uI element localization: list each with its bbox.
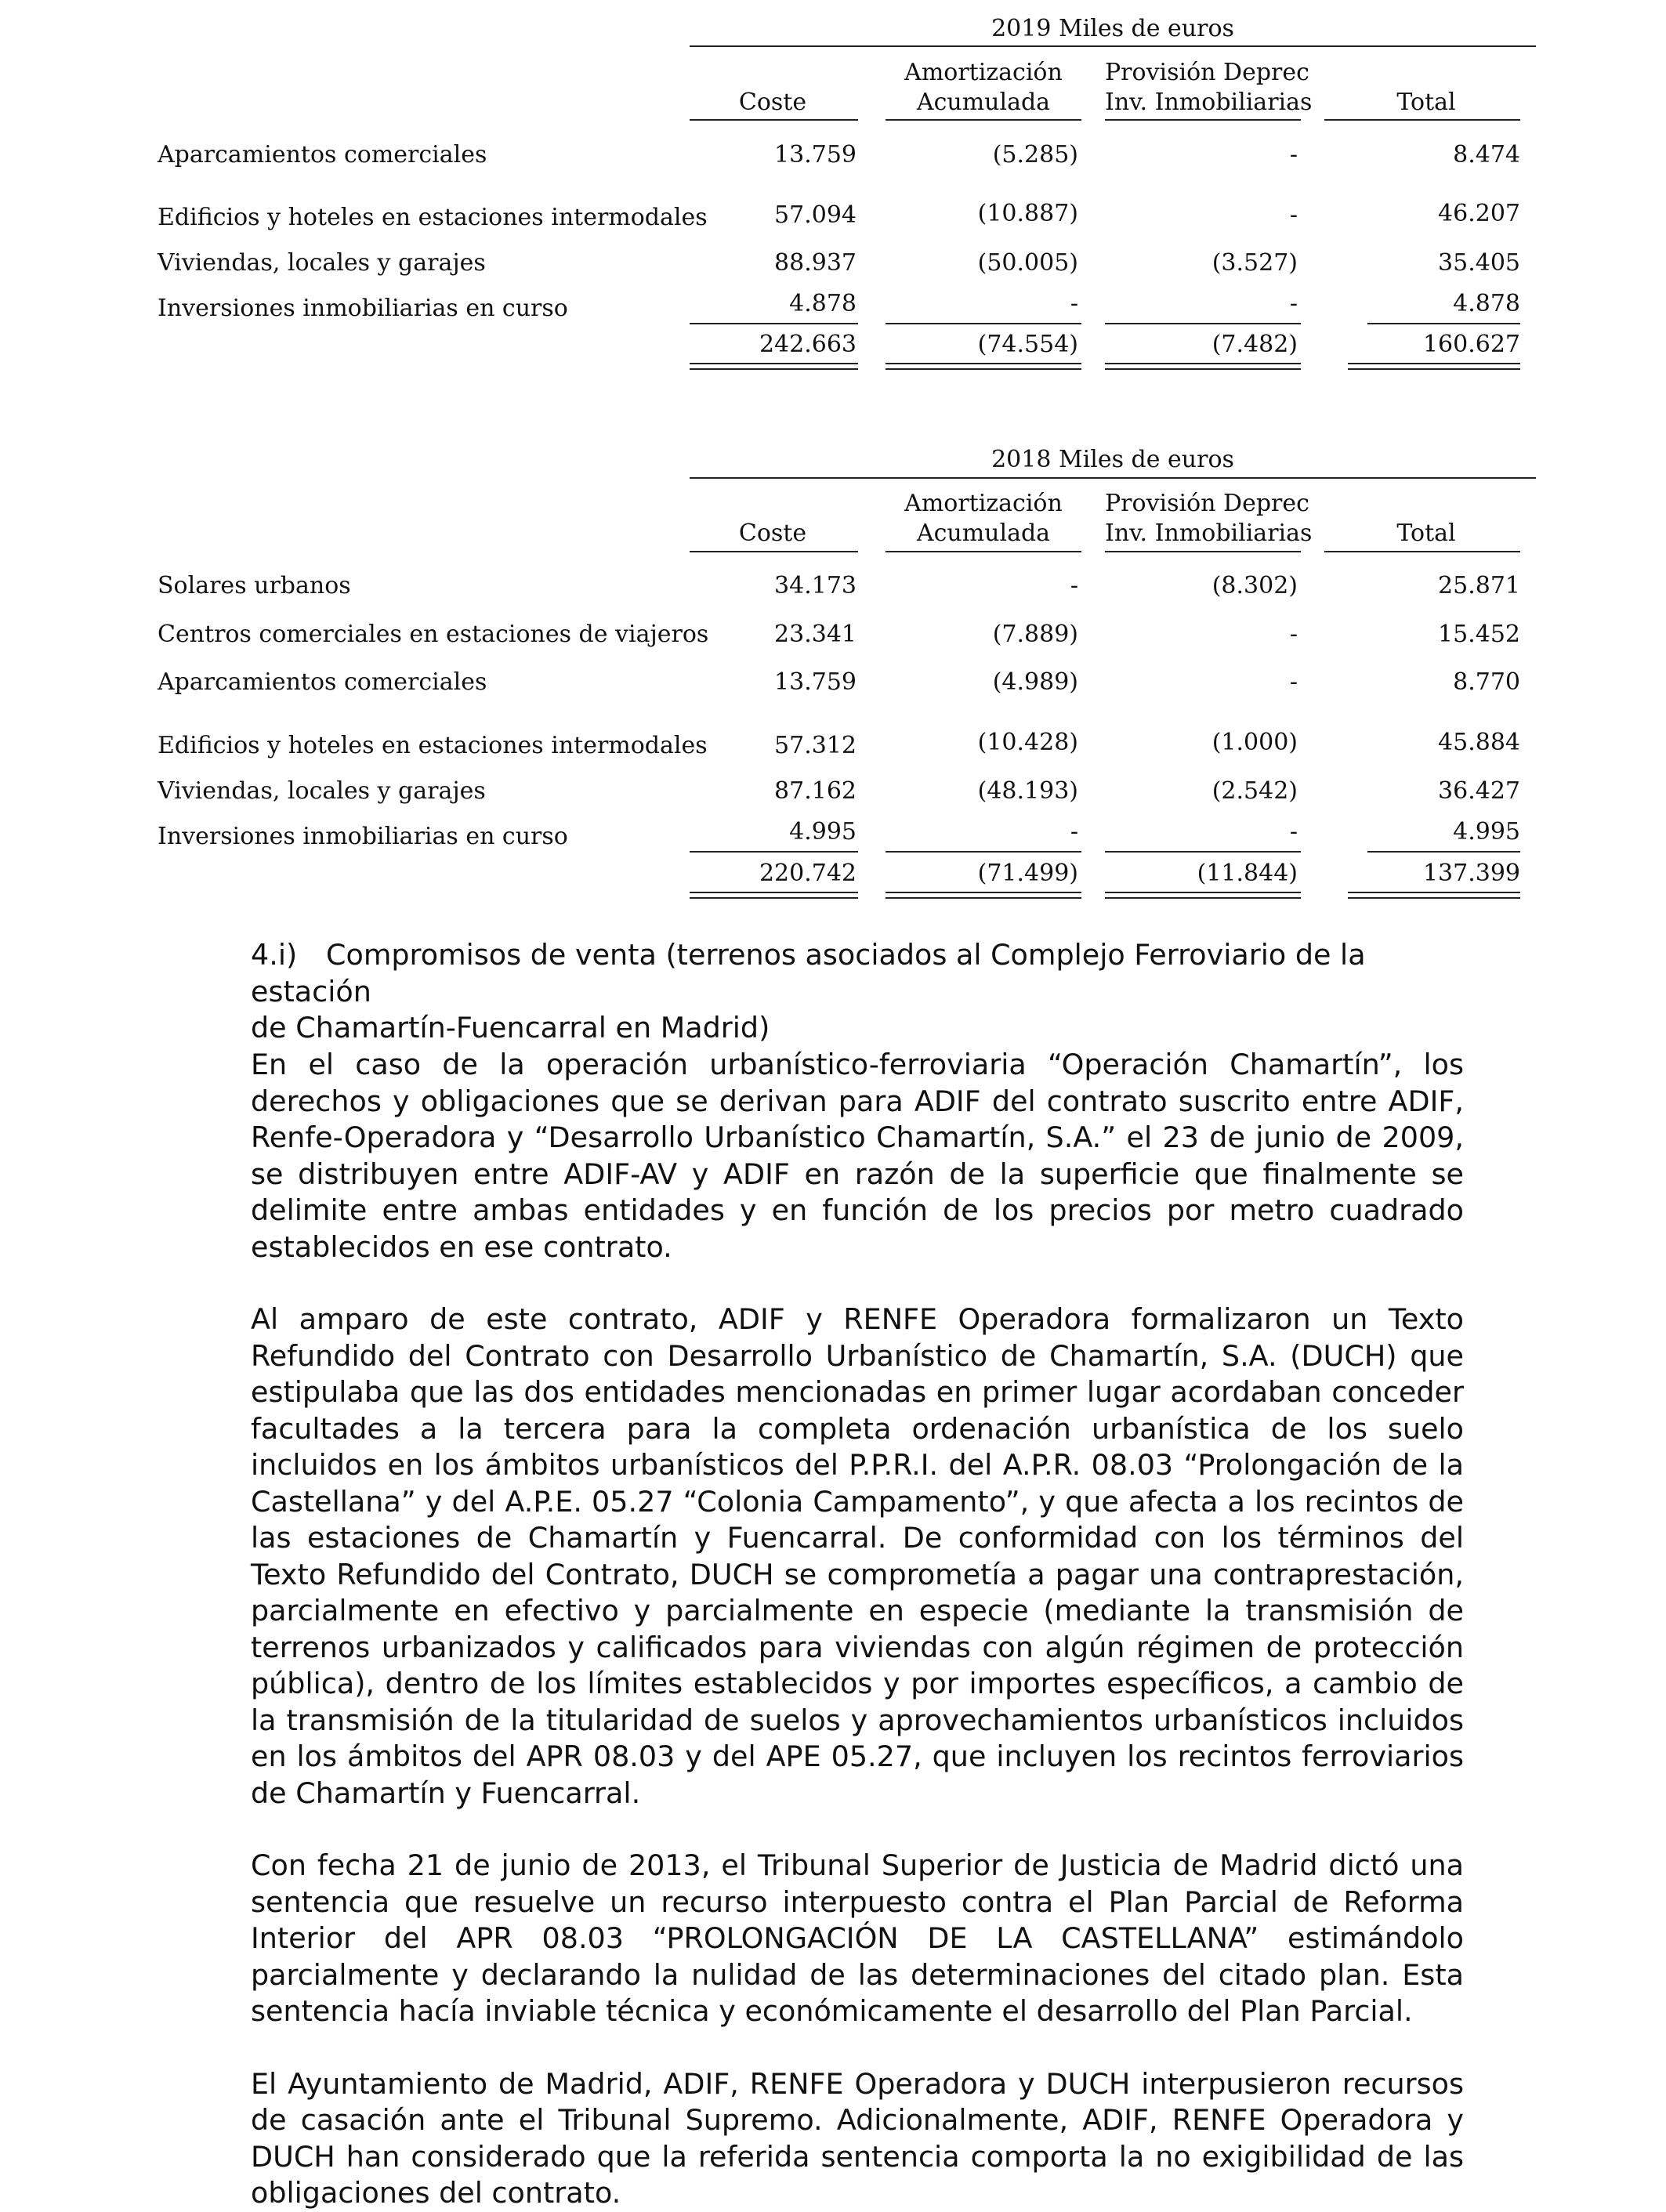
cell-prov: - [1289,290,1298,317]
cell-prov: (1.000) [1211,729,1298,756]
cell-prov: (3.527) [1211,249,1298,277]
row-label: Aparcamientos comerciales [158,141,487,168]
col-header-coste: Coste [738,89,807,116]
total-double-rule-prov [1105,892,1301,899]
total-double-rule-amort [886,363,1081,370]
body-text [251,1047,1464,2212]
total-double-rule-total [1348,363,1520,370]
section-title-1: Compromisos de venta (terrenos asociados al Complejo Ferroviario de la estación [251,938,1366,1008]
total-coste: 242.663 [759,331,857,358]
cell-prov: - [1289,201,1298,229]
col-header-total: Total [1396,89,1456,116]
table-caption: 2019 Miles de euros [991,15,1234,42]
header-rule-total [1324,551,1520,552]
header-rule-coste [690,551,858,552]
total-double-rule-coste [690,363,858,370]
row-label: Viviendas, locales y garajes [158,249,486,277]
caption-rule [690,477,1536,479]
section-title-2: de Chamartín-Fuencarral en Madrid) [251,1011,770,1044]
cell-amort: (4.989) [992,668,1078,696]
paragraph-1: En el caso de la operación urbanístico-ferroviaria “Operación Chamartín”, los derechos y obligaciones que se derivan para ADIF del contrato suscrito entre ADIF, Renfe-Operadora y “Desarrollo Urbanístico Chamartín, S.A.” el 23 de junio de 2009, se distribuyen entre ADIF-AV y ADIF en razón de la superficie que finalmente se delimite entre ambas entidades y en función de los precios por metro cuadrado establecidos en ese contrato. [251,1048,1464,1264]
cell-prov: - [1289,668,1298,696]
header-rule-prov [1105,551,1301,552]
cell-total: 45.884 [1438,729,1520,756]
col-header-prov-2: Inv. Inmobiliarias [1105,89,1313,116]
cell-total: 25.871 [1438,572,1520,599]
cell-prov: (2.542) [1211,777,1298,805]
total-double-rule-total [1348,892,1520,899]
paragraph-4: El Ayuntamiento de Madrid, ADIF, RENFE Operadora y DUCH interpusieron recursos de casación ante el Tribunal Supremo. Adicionalmente, ADIF, RENFE Operadora y DUCH han considerado que la referida sentencia comporta la no exigibilidad de las obligaciones del contrato. [251,2066,1464,2210]
cell-coste: 23.341 [774,621,857,648]
cell-amort: (10.887) [977,200,1078,227]
cell-coste: 4.995 [789,818,857,845]
row-label: Solares urbanos [158,572,351,599]
subtotal-rule-total [1367,323,1520,324]
cell-amort: - [1070,290,1078,317]
subtotal-rule-amort [886,851,1081,853]
row-label: Edificios y hoteles en estaciones intermodales [158,732,708,759]
row-label: Aparcamientos comerciales [158,668,487,696]
cell-prov: (8.302) [1211,572,1298,599]
header-rule-amort [886,119,1081,121]
cell-total: 46.207 [1438,200,1520,227]
cell-amort: (50.005) [977,249,1078,277]
total-prov: (7.482) [1211,331,1298,358]
cell-coste: 4.878 [789,290,857,317]
cell-coste: 13.759 [774,141,857,168]
row-label: Edificios y hoteles en estaciones intermodales [158,204,708,231]
col-header-prov-2: Inv. Inmobiliarias [1105,520,1313,547]
cell-amort: (5.285) [992,141,1078,168]
section-number: 4.i) [251,938,298,972]
cell-amort: - [1070,572,1078,599]
cell-total: 4.995 [1453,818,1520,845]
col-header-amort-1: Amortización [904,59,1063,86]
cell-coste: 87.162 [774,777,857,805]
cell-coste: 88.937 [774,249,857,277]
cell-coste: 57.312 [774,732,857,759]
cell-coste: 13.759 [774,668,857,696]
cell-prov: - [1289,621,1298,648]
subtotal-rule-prov [1105,851,1301,853]
cell-amort: (48.193) [977,777,1078,805]
total-amort: (74.554) [977,331,1078,358]
cell-total: 4.878 [1453,290,1520,317]
subtotal-rule-coste [690,851,858,853]
col-header-prov-1: Provisión Deprec [1105,490,1309,517]
cell-total: 36.427 [1438,777,1520,805]
cell-amort: (10.428) [977,729,1078,756]
section-heading [251,937,1464,1047]
paragraph-2: Al amparo de este contrato, ADIF y RENFE Operadora formalizaron un Texto Refundido del Contrato con Desarrollo Urbanístico de Chamartín, S.A. (DUCH) que estipulaba que las dos entidades mencionadas en primer lugar acordaban conceder facultades a la tercera para la completa ordenación urbanística de los suelo incluidos en los ámbitos urbanísticos del P.P.R.I. del A.P.R. 08.03 “Prolongación de la Castellana” y del A.P.E. 05.27 “Colonia Campamento”, y que afecta a los recintos de las estaciones de Chamartín y Fuencarral. De conformidad con los términos del Texto Refundido del Contrato, DUCH se comprometía a pagar una contraprestación, parcialmente en efectivo y parcialmente en especie (mediante la transmisión de terrenos urbanizados y calificados para viviendas con algún régimen de protección pública), dentro de los límites establecidos y por importes específicos, a cambio de la transmisión de la titularidad de suelos y aprovechamientos urbanísticos incluidos en los ámbitos del APR 08.03 y del APE 05.27, que incluyen los recintos ferroviarios de Chamartín y Fuencarral. [251,1302,1464,1810]
total-double-rule-coste [690,892,858,899]
cell-total: 15.452 [1438,621,1520,648]
header-rule-total [1324,119,1520,121]
col-header-amort-2: Acumulada [916,89,1051,116]
header-rule-coste [690,119,858,121]
subtotal-rule-prov [1105,323,1301,324]
cell-prov: - [1289,141,1298,168]
cell-coste: 57.094 [774,201,857,229]
caption-rule [690,45,1536,47]
col-header-coste: Coste [738,520,807,547]
section-heading-line-1 [251,937,1464,1010]
subtotal-rule-coste [690,323,858,324]
subtotal-rule-total [1367,851,1520,853]
cell-amort: - [1070,818,1078,845]
total-coste: 220.742 [759,860,857,887]
total-amort: (71.499) [977,860,1078,887]
col-header-prov-1: Provisión Deprec [1105,59,1309,86]
subtotal-rule-amort [886,323,1081,324]
total-total: 160.627 [1422,331,1520,358]
row-label: Inversiones inmobiliarias en curso [158,295,568,322]
total-double-rule-amort [886,892,1081,899]
cell-total: 35.405 [1438,249,1520,277]
cell-coste: 34.173 [774,572,857,599]
row-label: Inversiones inmobiliarias en curso [158,823,568,850]
header-rule-amort [886,551,1081,552]
col-header-amort-2: Acumulada [916,520,1051,547]
paragraph-3: Con fecha 21 de junio de 2013, el Tribunal Superior de Justicia de Madrid dictó una sentencia que resuelve un recurso interpuesto contra el Plan Parcial de Reforma Interior del APR 08.03 “PROLONGACIÓN DE LA CASTELLANA” estimándolo parcialmente y declarando la nulidad de las determinaciones del citado plan. Esta sentencia hacía inviable técnica y económicamente el desarrollo del Plan Parcial. [251,1848,1464,2028]
header-rule-prov [1105,119,1301,121]
total-double-rule-prov [1105,363,1301,370]
col-header-total: Total [1396,520,1456,547]
col-header-amort-1: Amortización [904,490,1063,517]
total-total: 137.399 [1422,860,1520,887]
total-prov: (11.844) [1197,860,1298,887]
row-label: Centros comerciales en estaciones de viajeros [158,621,709,648]
cell-amort: (7.889) [992,621,1078,648]
row-label: Viviendas, locales y garajes [158,777,486,805]
cell-prov: - [1289,818,1298,845]
cell-total: 8.474 [1453,141,1520,168]
cell-total: 8.770 [1453,668,1520,696]
table-caption: 2018 Miles de euros [991,446,1234,473]
